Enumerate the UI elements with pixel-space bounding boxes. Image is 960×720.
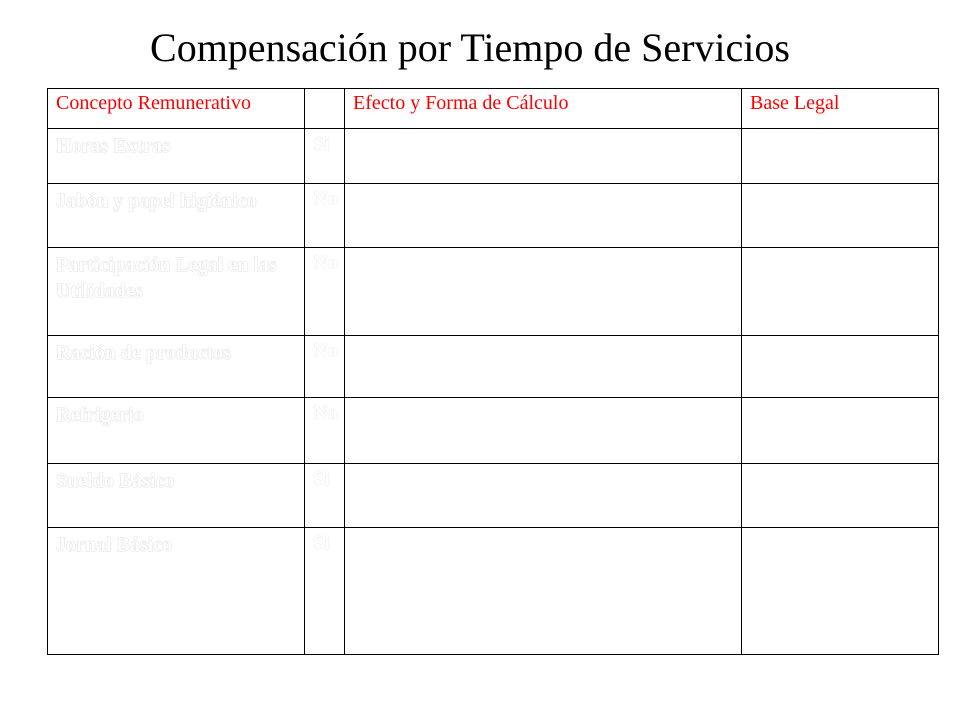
concept-label: Ración de productos [56,342,232,364]
legal-cell [742,184,939,248]
concept-cell [48,528,305,655]
header-legal: Base Legal [742,89,939,129]
effect-cell [345,464,742,528]
concept-label: Refrigerio [56,404,144,426]
page-title: Compensación por Tiempo de Servicios [150,25,790,70]
flag-value: Si [313,532,330,554]
concept-cell [48,129,305,184]
flag-value: No [313,188,338,210]
table-row [48,184,939,248]
flag-cell [305,184,345,248]
concept-cell [48,336,305,398]
legal-cell [742,129,939,184]
legal-cell [742,398,939,464]
header-concept: Concepto Remunerativo [48,89,305,129]
table-row [48,464,939,528]
flag-cell [305,248,345,336]
concept-cell [48,398,305,464]
legal-cell [742,248,939,336]
header-row [48,89,939,129]
header-effect: Efecto y Forma de Cálculo [345,89,742,129]
effect-cell [345,129,742,184]
legal-cell [742,528,939,655]
table-row [48,336,939,398]
effect-cell [345,336,742,398]
header-flag [305,89,345,129]
table-row [48,248,939,336]
concept-label: Participación Legal en las Utilidades [56,254,277,302]
table-row [48,129,939,184]
flag-value: No [313,252,338,274]
flag-cell [305,129,345,184]
effect-cell [345,184,742,248]
compensation-table [47,88,939,655]
flag-cell [305,398,345,464]
concept-label: Horas Extras [56,135,170,157]
table-row [48,398,939,464]
concept-label: Sueldo Básico [56,470,175,492]
concept-cell [48,464,305,528]
flag-cell [305,528,345,655]
effect-cell [345,528,742,655]
legal-cell [742,464,939,528]
concept-label: Jornal Básico [56,534,173,556]
concept-label: Jabón y papel higiénico [56,190,257,212]
flag-cell [305,336,345,398]
concept-cell [48,248,305,336]
concept-cell [48,184,305,248]
flag-value: Si [313,133,330,155]
flag-value: No [313,402,338,424]
flag-value: No [313,340,338,362]
table-row [48,528,939,655]
flag-value: Si [313,468,330,490]
legal-cell [742,336,939,398]
effect-cell [345,398,742,464]
flag-cell [305,464,345,528]
effect-cell [345,248,742,336]
